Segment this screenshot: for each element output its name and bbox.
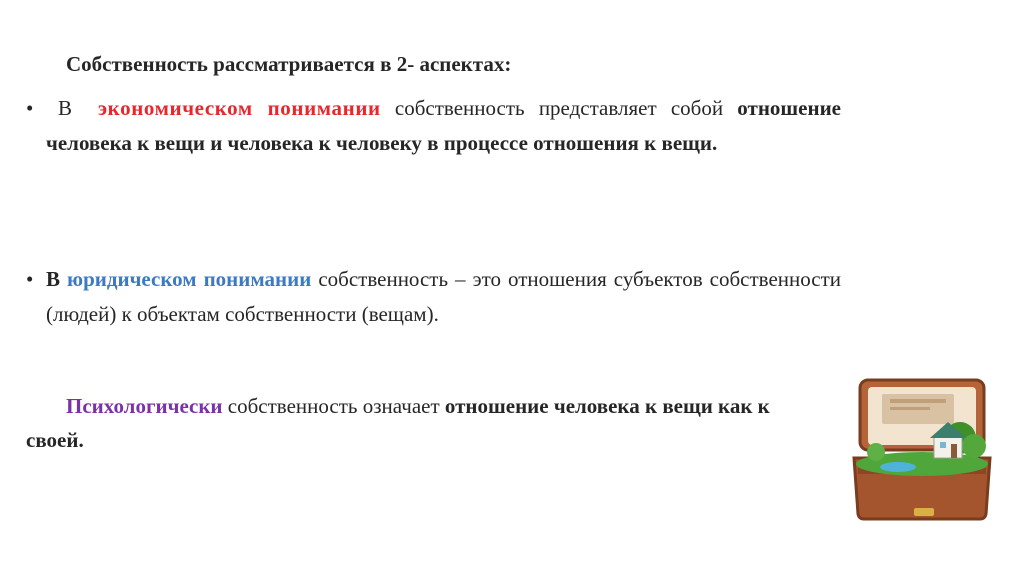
psychological-middle: собственность означает: [222, 394, 445, 418]
bullet-economic: [26, 91, 841, 161]
legal-rest: собственность – это отношения субъектов собственности (людей) к объектам собственности (вещам).: [46, 267, 841, 326]
bullet-marker: •: [26, 267, 34, 291]
economic-rest: собственность представляет собой: [380, 96, 724, 120]
economic-definition: отношение человека к вещи и человека к человеку в процессе отношения к вещи.: [46, 96, 841, 155]
slide-heading: Собственность рассматривается в 2- аспектах:: [66, 52, 512, 76]
suitcase-house-image: [848, 372, 998, 522]
bullet-marker: •: [26, 96, 34, 120]
legal-term: юридическом понимании: [67, 267, 312, 291]
economic-term: экономическом понимании: [98, 96, 381, 120]
psychological-paragraph: [26, 389, 796, 457]
bullet-economic-text: [46, 91, 841, 161]
bullet-lead: В: [58, 96, 73, 120]
bullet-legal-text: [46, 262, 841, 332]
bullet-legal: [26, 262, 841, 332]
psychological-term: Психологически: [66, 394, 223, 418]
psychological-definition: отношение человека к вещи как к своей.: [26, 394, 770, 452]
bullet-lead: В: [46, 267, 61, 291]
